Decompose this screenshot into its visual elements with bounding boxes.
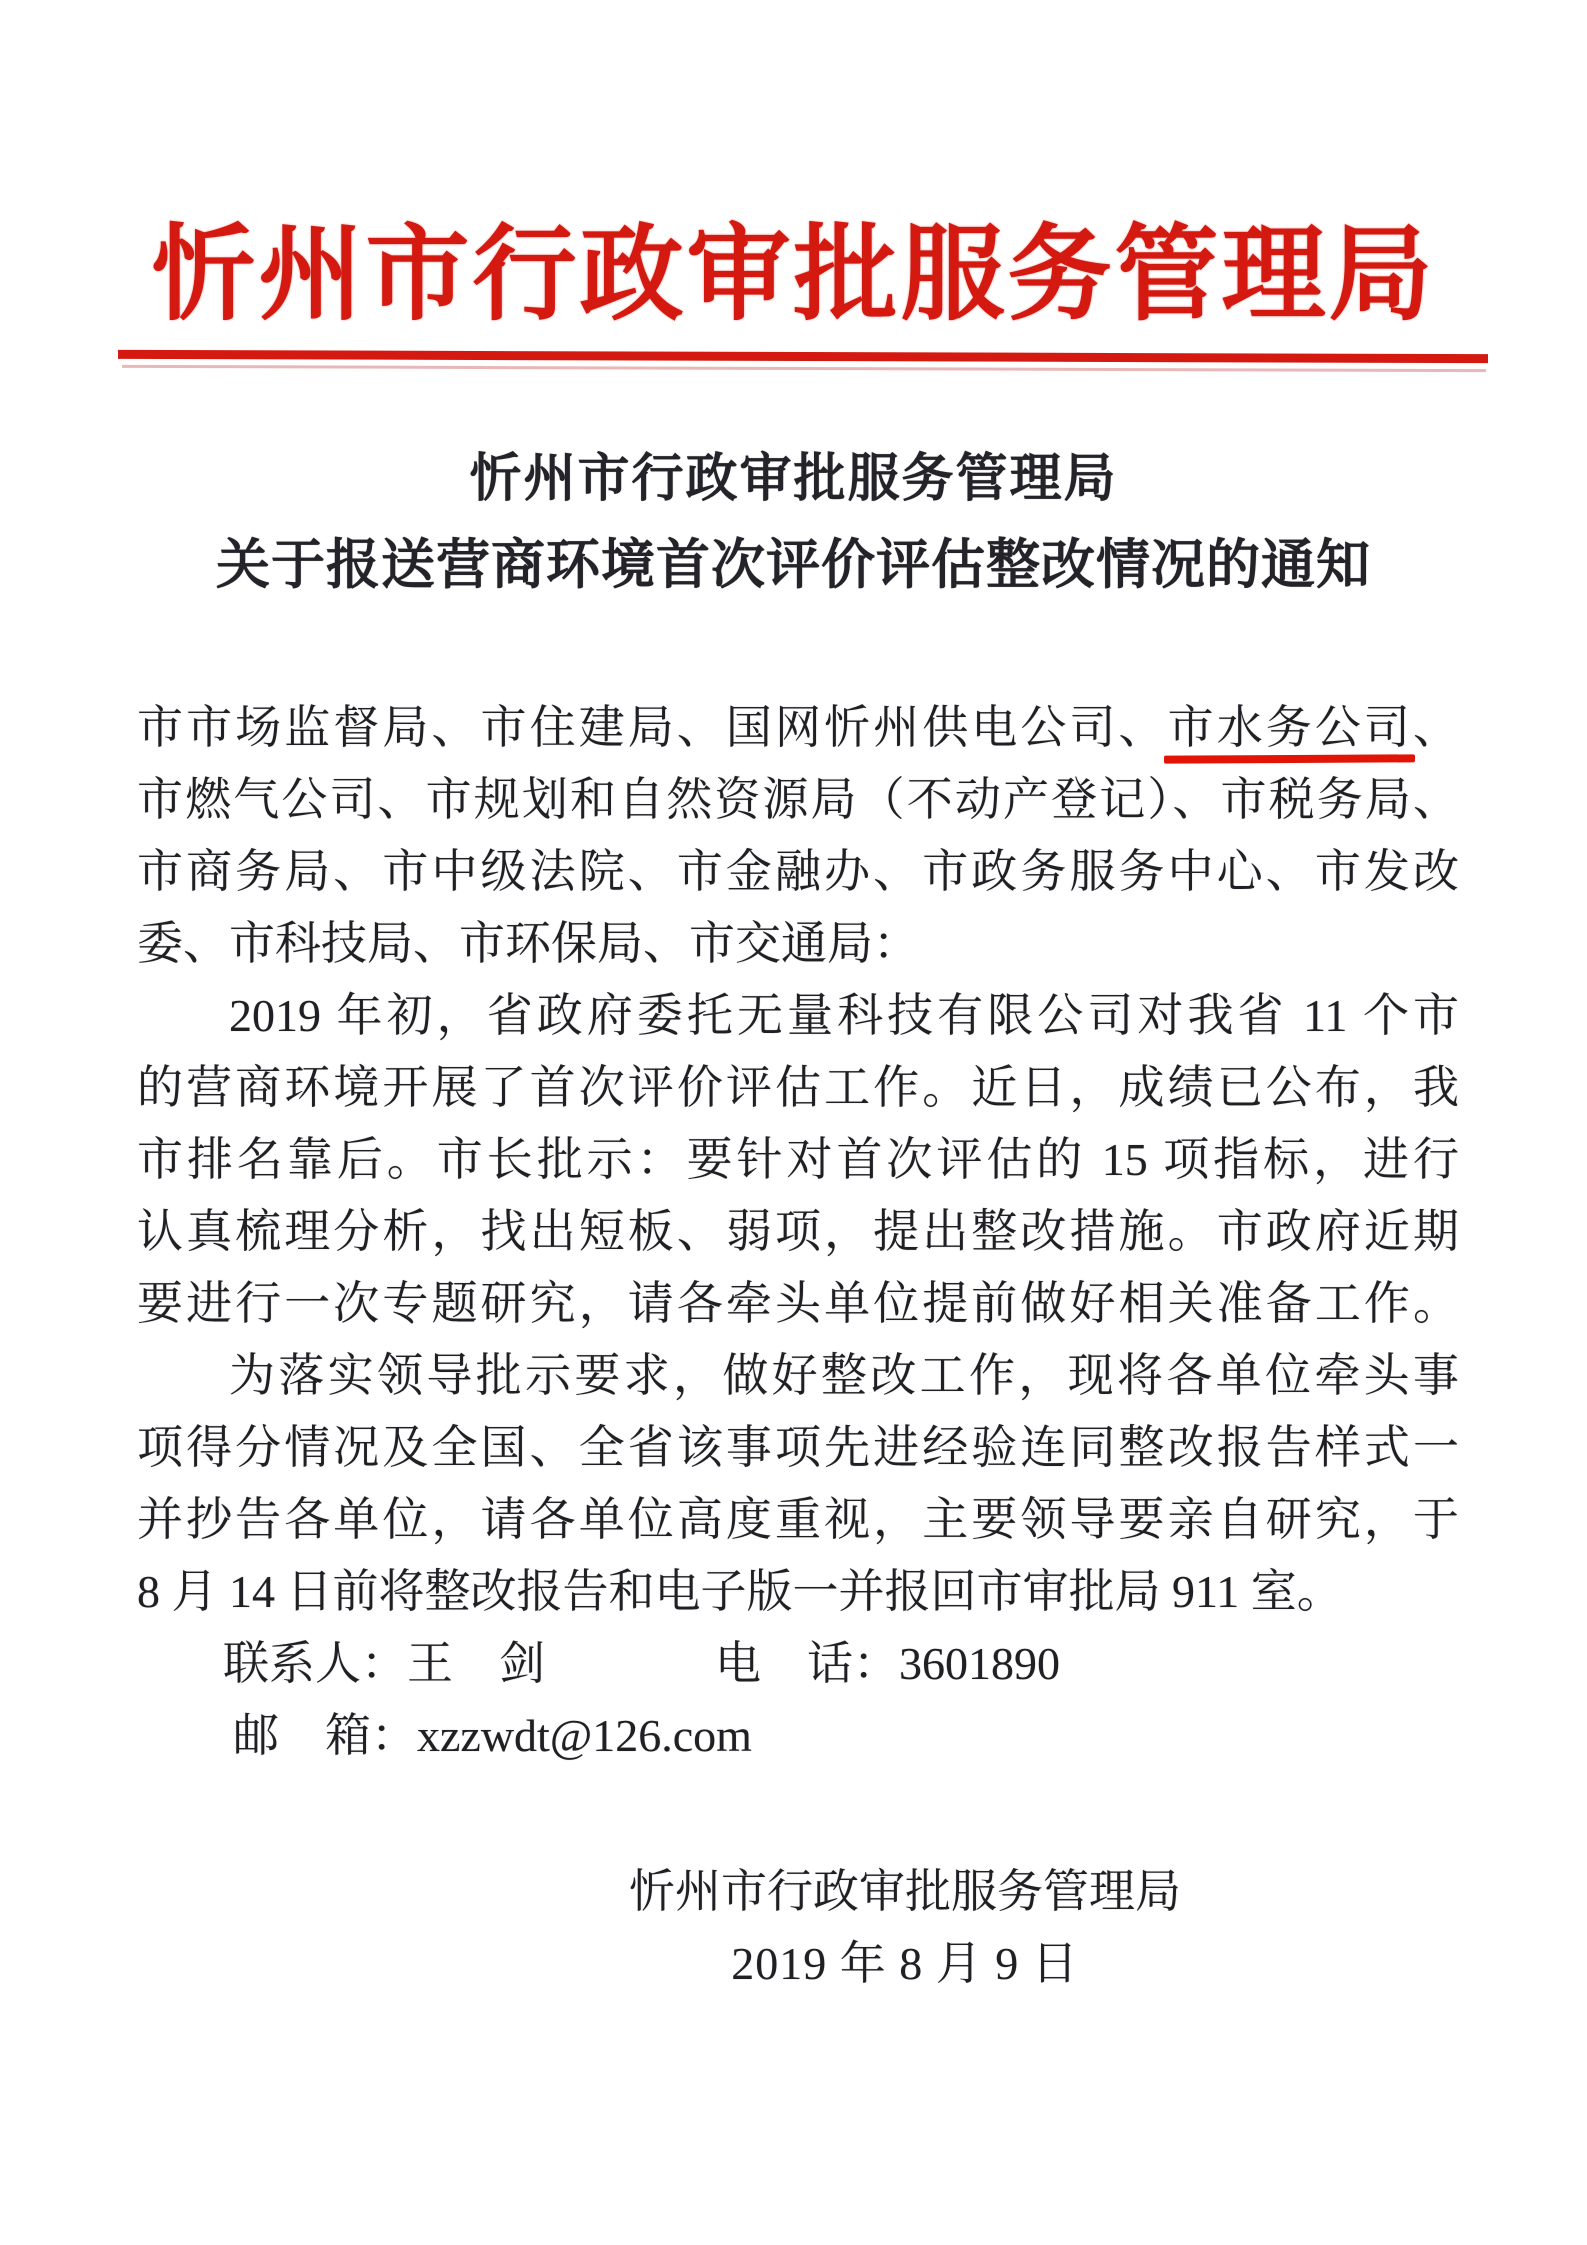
contact-phone: 电 话：3601890: [715, 1638, 1060, 1689]
body-line-para2-3: 并抄告各单位，请各单位高度重视，主要领导要亲自研究，于: [137, 1494, 1459, 1545]
body-line-recipients-4: 委、市科技局、市环保局、市交通局：: [137, 918, 919, 969]
signature-date: 2019 年 8 月 9 日: [731, 1938, 1079, 1989]
body-line-recipients-2: 市燃气公司、市规划和自然资源局（不动产登记）、市税务局、: [137, 774, 1459, 825]
contact-person: 联系人：王 剑: [223, 1638, 545, 1689]
body-line-para2-1: 为落实领导批示要求，做好整改工作，现将各单位牵头事: [229, 1350, 1459, 1401]
signature-org: 忻州市行政审批服务管理局: [629, 1866, 1181, 1917]
body-line-para2-4: 8 月 14 日前将整改报告和电子版一并报回市审批局 911 室。: [137, 1566, 1343, 1617]
recipients-text-post: 、: [1413, 702, 1460, 753]
document-title: [0, 448, 1587, 598]
contact-line: [137, 1628, 1459, 1700]
document-body: [137, 692, 1459, 1772]
body-line-recipients-3: 市商务局、市中级法院、市金融办、市政务服务中心、市发改: [137, 846, 1459, 897]
red-underline-annotation: 市水务公司: [1167, 702, 1414, 753]
document-title-line1: 忻州市行政审批服务管理局: [469, 451, 1118, 508]
contact-email: 邮 箱：xzzwdt@126.com: [233, 1710, 752, 1761]
letterhead-red-rule-shadow: [122, 365, 1486, 372]
body-line-para2-2: 项得分情况及全国、全省该事项先进经验连同整改报告样式一: [137, 1422, 1459, 1473]
recipients-text-pre: 市市场监督局、市住建局、国网忻州供电公司、: [137, 702, 1168, 753]
letterhead-agency-title: 忻州市行政审批服务管理局: [151, 218, 1436, 333]
body-line-para1-1: 2019 年初，省政府委托无量科技有限公司对我省 11 个市: [229, 990, 1459, 1041]
signature-block: [605, 1856, 1205, 2000]
body-line-para1-3: 市排名靠后。市长批示：要针对首次评估的 15 项指标，进行: [137, 1134, 1459, 1185]
letterhead-red-rule: [118, 350, 1488, 363]
body-line-recipients-1: [137, 692, 1459, 764]
document-title-line2: 关于报送营商环境首次评价评估整改情况的通知: [216, 535, 1371, 595]
body-line-para1-5: 要进行一次专题研究，请各牵头单位提前做好相关准备工作。: [137, 1278, 1459, 1329]
body-line-para1-4: 认真梳理分析，找出短板、弱项，提出整改措施。市政府近期: [137, 1206, 1459, 1257]
body-line-para1-2: 的营商环境开展了首次评价评估工作。近日，成绩已公布，我: [137, 1062, 1459, 1113]
